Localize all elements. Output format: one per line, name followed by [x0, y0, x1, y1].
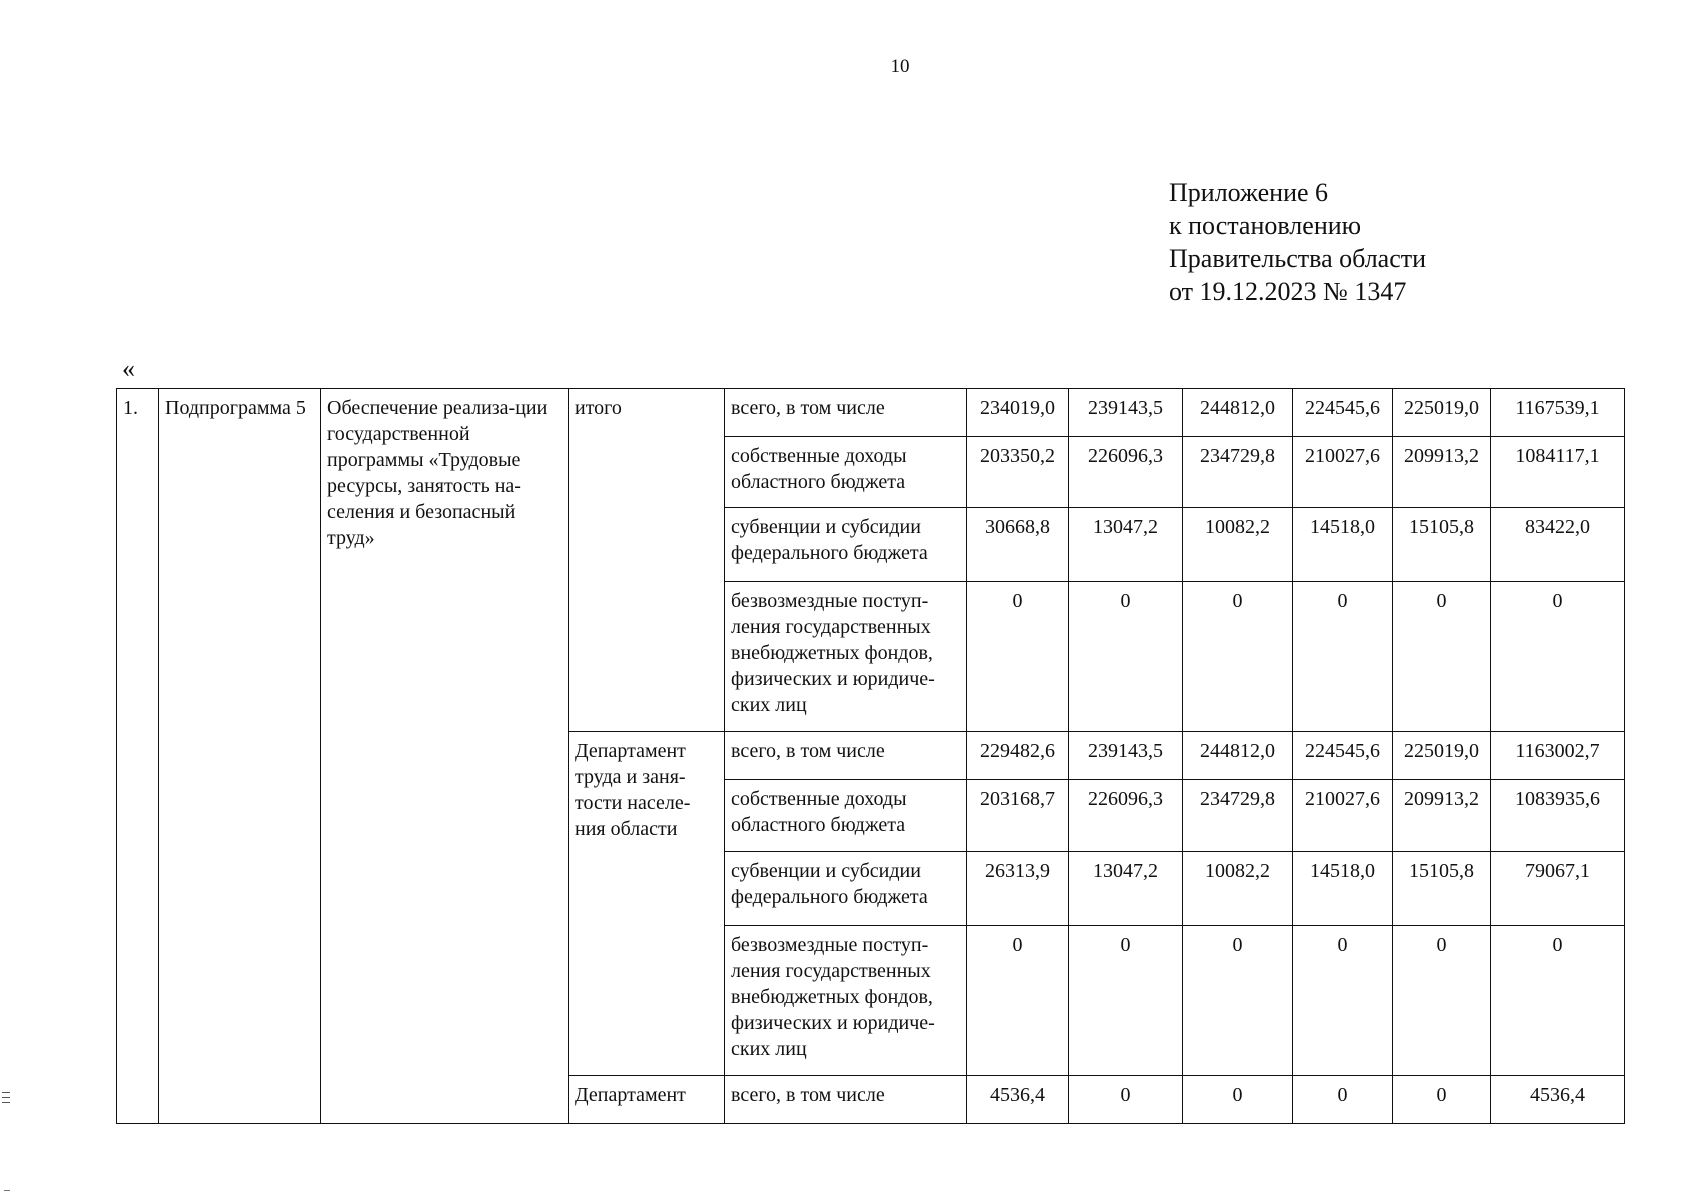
value-cell: 234019,0: [967, 389, 1069, 437]
funding-source-cell: всего, в том числе: [725, 389, 967, 437]
value-cell: 10082,2: [1183, 508, 1293, 582]
value-cell: 225019,0: [1393, 389, 1491, 437]
value-cell: 226096,3: [1069, 437, 1183, 508]
page-number: 10: [890, 56, 910, 77]
opening-quote: «: [122, 354, 135, 383]
value-cell: 0: [967, 582, 1069, 732]
executor-cell: Департамент труда и заня-тости населе-ния области: [569, 732, 725, 1076]
subprogram-cell: Подпрограмма 5: [159, 389, 321, 1124]
value-cell: 0: [1393, 582, 1491, 732]
value-cell: 0: [1069, 582, 1183, 732]
total-value-cell: 1084117,1: [1491, 437, 1625, 508]
value-cell: 0: [1293, 582, 1393, 732]
value-cell: 14518,0: [1293, 852, 1393, 926]
value-cell: 15105,8: [1393, 852, 1491, 926]
value-cell: 10082,2: [1183, 852, 1293, 926]
funding-source-cell: субвенции и субсидии федерального бюджета: [725, 852, 967, 926]
value-cell: 30668,8: [967, 508, 1069, 582]
margin-tick-marks: [2, 1092, 10, 1107]
total-value-cell: 4536,4: [1491, 1076, 1625, 1124]
appendix-line-date-number: от 19.12.2023 № 1347: [1169, 277, 1407, 306]
subprogram-name-cell: Обеспечение реализа-ции государственной программы «Трудовые ресурсы, занятость на-селения и безопасный труд»: [321, 389, 569, 1124]
value-cell: 244812,0: [1183, 389, 1293, 437]
value-cell: 14518,0: [1293, 508, 1393, 582]
funding-source-cell: субвенции и субсидии федерального бюджета: [725, 508, 967, 582]
value-cell: 210027,6: [1293, 780, 1393, 852]
value-cell: 226096,3: [1069, 780, 1183, 852]
total-value-cell: 1163002,7: [1491, 732, 1625, 780]
value-cell: 203350,2: [967, 437, 1069, 508]
value-cell: 0: [1069, 1076, 1183, 1124]
total-value-cell: 1167539,1: [1491, 389, 1625, 437]
value-cell: 229482,6: [967, 732, 1069, 780]
executor-cell: итого: [569, 389, 725, 732]
value-cell: 0: [1183, 1076, 1293, 1124]
value-cell: 239143,5: [1069, 732, 1183, 780]
value-cell: 234729,8: [1183, 780, 1293, 852]
value-cell: 0: [967, 926, 1069, 1076]
value-cell: 239143,5: [1069, 389, 1183, 437]
total-value-cell: 0: [1491, 582, 1625, 732]
total-value-cell: 1083935,6: [1491, 780, 1625, 852]
value-cell: 224545,6: [1293, 732, 1393, 780]
appendix-line-decree: к постановлению: [1169, 211, 1362, 240]
value-cell: 203168,7: [967, 780, 1069, 852]
value-cell: 0: [1183, 926, 1293, 1076]
value-cell: 225019,0: [1393, 732, 1491, 780]
row-number-cell: 1.: [117, 389, 159, 1124]
value-cell: 244812,0: [1183, 732, 1293, 780]
value-cell: 209913,2: [1393, 780, 1491, 852]
funding-source-cell: безвозмездные поступ-ления государственных внебюджетных фондов, физических и юридиче-ских лиц: [725, 582, 967, 732]
funding-source-cell: собственные доходы областного бюджета: [725, 780, 967, 852]
value-cell: 0: [1393, 926, 1491, 1076]
value-cell: 210027,6: [1293, 437, 1393, 508]
appendix-title: Приложение 6: [1169, 178, 1329, 207]
appendix-header: [1169, 176, 1426, 308]
value-cell: 13047,2: [1069, 852, 1183, 926]
total-value-cell: 79067,1: [1491, 852, 1625, 926]
budget-table: [116, 388, 1625, 1124]
margin-dash: [4, 1190, 10, 1191]
value-cell: 26313,9: [967, 852, 1069, 926]
value-cell: 15105,8: [1393, 508, 1491, 582]
total-value-cell: 83422,0: [1491, 508, 1625, 582]
total-value-cell: 0: [1491, 926, 1625, 1076]
value-cell: 0: [1183, 582, 1293, 732]
funding-source-cell: всего, в том числе: [725, 1076, 967, 1124]
funding-source-cell: собственные доходы областного бюджета: [725, 437, 967, 508]
value-cell: 0: [1293, 1076, 1393, 1124]
value-cell: 0: [1393, 1076, 1491, 1124]
value-cell: 224545,6: [1293, 389, 1393, 437]
value-cell: 0: [1293, 926, 1393, 1076]
value-cell: 209913,2: [1393, 437, 1491, 508]
appendix-line-government: Правительства области: [1169, 244, 1427, 273]
value-cell: 13047,2: [1069, 508, 1183, 582]
value-cell: 4536,4: [967, 1076, 1069, 1124]
value-cell: 0: [1069, 926, 1183, 1076]
executor-cell: Департамент: [569, 1076, 725, 1124]
funding-source-cell: безвозмездные поступ-ления государственных внебюджетных фондов, физических и юридиче-ских лиц: [725, 926, 967, 1076]
funding-source-cell: всего, в том числе: [725, 732, 967, 780]
value-cell: 234729,8: [1183, 437, 1293, 508]
